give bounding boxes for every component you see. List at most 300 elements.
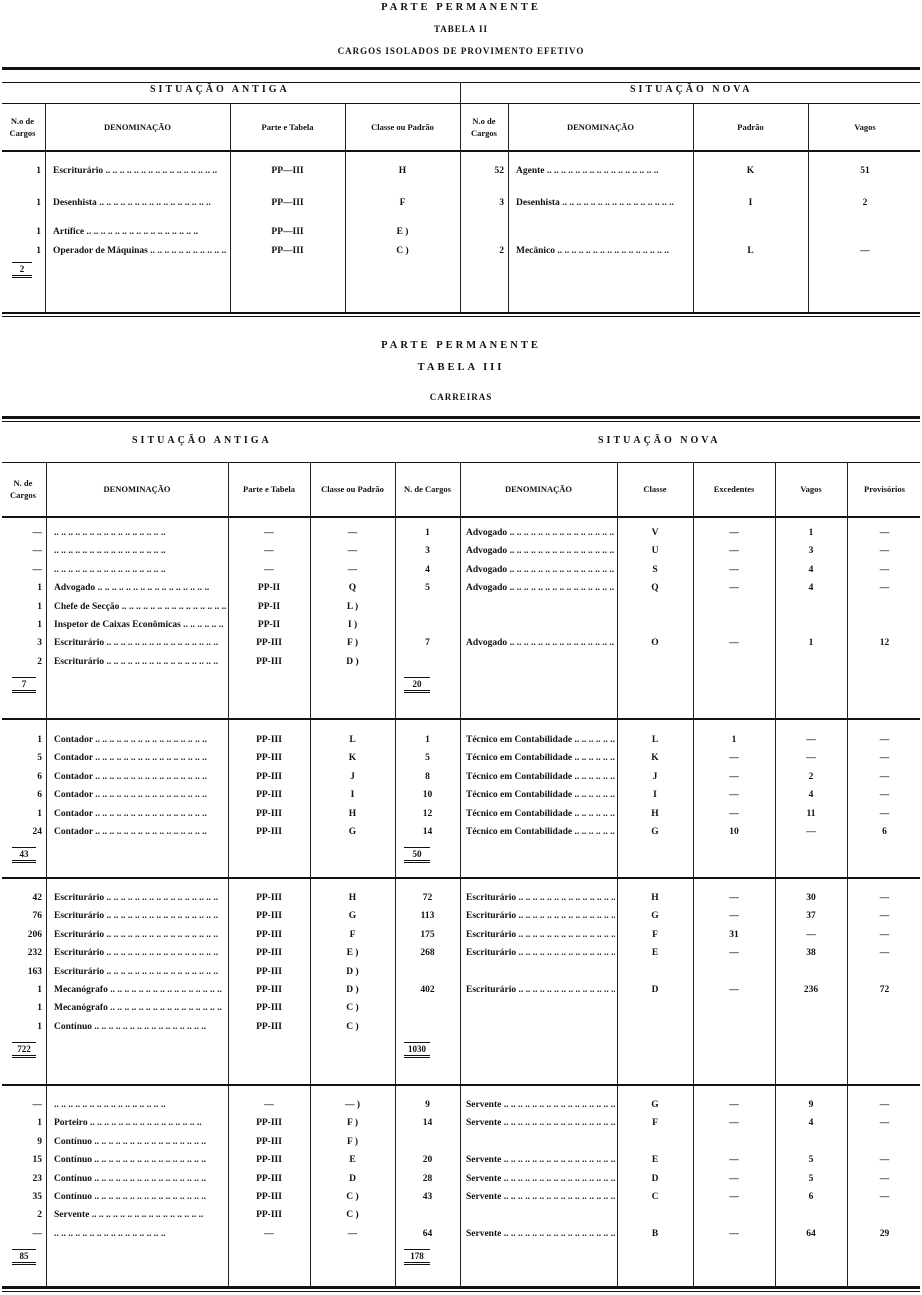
table-cell: 4 (808, 564, 814, 575)
divider-line (2, 150, 920, 152)
table-cell: 3 (808, 546, 814, 557)
table-cell: Contador .. .. (54, 786, 226, 804)
table-cell: 52 (494, 166, 504, 176)
column-header: Classe ou Padrão (321, 484, 384, 494)
table-cell: — (32, 1100, 42, 1110)
table-cell: Advogado .. .. (466, 524, 615, 542)
table-cell: L (349, 735, 356, 745)
table-cell: PP-III (256, 1021, 282, 1032)
table-cell: F (652, 1118, 658, 1129)
table-cell: PP-II (257, 601, 281, 612)
table-cell: PP-III (256, 1210, 282, 1221)
table-cell: Técnico em Contabilidade .. .. (466, 823, 615, 841)
table-cell: — (32, 546, 42, 557)
table-cell: PP-III (256, 753, 282, 764)
table-cell: PP-III (256, 735, 282, 745)
divider-line (2, 1291, 920, 1292)
table-cell: 14 (422, 1118, 433, 1129)
table-cell: F ) (347, 1118, 358, 1129)
column-header: DENOMINAÇÃO (103, 122, 172, 132)
table-cell: Escriturário .. .. (466, 907, 615, 925)
table-cell: 4 (808, 1118, 814, 1129)
table-cell: 64 (806, 1228, 816, 1239)
table-cell: 9 (37, 1136, 42, 1147)
table-cell: 3 (37, 638, 42, 649)
table-cell: J (350, 771, 355, 782)
table-cell: 2 (37, 1210, 42, 1221)
table-cell: 5 (808, 1173, 814, 1184)
table-cell: 1 (808, 528, 814, 538)
table-cell: Escriturário .. .. (466, 889, 615, 907)
column-header: Provisórios (864, 484, 905, 494)
table-cell: PP-III (256, 966, 282, 977)
table-cell: 10 (422, 790, 433, 801)
total-old: 2 (12, 262, 32, 278)
table-cell: K (348, 753, 357, 764)
column-header: N. de Cargos (404, 484, 451, 494)
table-cell: Porteiro .. .. (54, 1114, 226, 1132)
table-cell: 402 (420, 985, 435, 995)
table-cell: — (347, 1228, 358, 1239)
table-cell: 3 (425, 546, 430, 557)
table-cell: PP—III (271, 198, 304, 208)
table-cell: Técnico em Contabilidade .. .. (466, 731, 615, 749)
table-cell: — (879, 1155, 890, 1166)
table-cell: 3 (499, 198, 504, 208)
table-cell: Contínuo .. .. (54, 1188, 226, 1206)
table-cell: PP-III (256, 1173, 282, 1184)
table-cell: — (806, 929, 816, 940)
table-cell: Servente .. .. (466, 1151, 615, 1169)
table-cell: 1 (37, 620, 42, 630)
table-cell: — (729, 1118, 739, 1129)
table-cell: PP-III (256, 893, 282, 903)
table-cell: — (879, 528, 890, 538)
column-header: DENOMINAÇÃO (504, 484, 573, 494)
table-cell: Advogado .. .. (54, 579, 226, 597)
table-cell: 1 (425, 735, 430, 745)
column-header: Vagos (800, 484, 822, 494)
table-cell: — (347, 528, 358, 538)
table-cell: E ) (346, 948, 359, 959)
table-cell: — (879, 753, 890, 764)
table-cell: — (879, 948, 890, 959)
table-cell: — (879, 929, 890, 940)
table-cell: 4 (808, 790, 814, 801)
table-cell: 29 (879, 1228, 890, 1239)
table-cell: Advogado .. .. (466, 634, 615, 652)
column-divider (508, 103, 509, 312)
table-cell: PP-III (256, 1136, 282, 1147)
table-cell: — (729, 1192, 739, 1202)
table-cell: E (651, 948, 659, 959)
table-cell: — (879, 790, 890, 801)
table-cell: D (349, 1173, 356, 1184)
divider-line (2, 421, 920, 422)
total-old: 722 (12, 1042, 36, 1058)
column-header: N.o de Cargos (471, 116, 497, 138)
table-cell: Servente .. .. (466, 1188, 615, 1206)
tabela3-title: CARREIRAS (429, 392, 493, 402)
table-cell: 1 (37, 808, 42, 819)
table-cell: Servente .. .. (54, 1206, 226, 1224)
column-header: Parte e Tabela (243, 484, 295, 494)
table-cell: 175 (420, 929, 435, 940)
column-divider (460, 462, 461, 1286)
column-header: Parte e Tabela (261, 122, 314, 132)
table-cell: Q (348, 583, 357, 594)
table-cell: — (729, 948, 739, 959)
table-cell: PP-III (256, 929, 282, 940)
table-cell: PP-III (256, 1003, 282, 1014)
section-new: SITUAÇÃO NOVA (598, 435, 721, 446)
table-cell: 236 (803, 985, 819, 995)
table-cell: F ) (347, 1136, 358, 1147)
table-cell: 2 (499, 246, 504, 256)
table-cell: — (729, 528, 739, 538)
table-cell: F ) (347, 638, 358, 649)
table-cell: 232 (27, 948, 42, 959)
table-cell: Escriturário .. .. (54, 926, 226, 944)
table-cell: Desenhista .. .. (53, 194, 228, 212)
table-cell: — (32, 528, 42, 538)
table-cell: 4 (425, 564, 430, 575)
table-cell: H (398, 166, 407, 176)
section-new: SITUAÇÃO NOVA (630, 84, 753, 95)
table-cell: Servente .. .. (466, 1096, 615, 1114)
table-cell: — (729, 1173, 739, 1184)
table-cell: 1 (808, 638, 814, 649)
table-cell: 206 (27, 929, 42, 940)
table-cell: G (348, 911, 357, 922)
table-cell: 10 (729, 827, 739, 837)
table-cell: Mecânico .. .. (516, 242, 691, 260)
table-cell: 1 (36, 198, 41, 208)
table-cell: I ) (347, 620, 358, 630)
divider-line (2, 316, 920, 317)
table-cell: 1 (425, 528, 430, 538)
table-cell: Contador .. .. (54, 805, 226, 823)
table-cell: Servente .. .. (466, 1225, 615, 1243)
table-cell: 37 (806, 911, 816, 922)
table-cell: — (729, 1155, 739, 1166)
table-cell (54, 1096, 226, 1114)
table-cell: PP-III (256, 948, 282, 959)
table-cell: Escriturário .. .. (53, 162, 228, 180)
table-cell: Contador .. .. (54, 731, 226, 749)
table-cell: Contador .. .. (54, 749, 226, 767)
table-cell: 6 (37, 790, 42, 801)
table-cell: 5 (808, 1155, 814, 1166)
table-cell: G (651, 911, 659, 922)
table-cell: 15 (32, 1155, 42, 1166)
table-cell: Contador .. .. (54, 768, 226, 786)
table-cell: 5 (425, 753, 430, 764)
divider-line (2, 1286, 920, 1289)
table-cell: 14 (422, 827, 433, 837)
table-cell: 9 (808, 1100, 814, 1110)
table-cell: 2 (37, 656, 42, 667)
table-cell: Inspetor de Caixas Econômicas .. .. (54, 616, 226, 634)
table-cell: — (729, 893, 739, 903)
divider-line (2, 718, 920, 720)
table-cell: G (348, 827, 357, 837)
total-old: 85 (12, 1249, 36, 1265)
table-cell: — (879, 564, 890, 575)
table-cell: — (729, 753, 739, 764)
divider-line (2, 1084, 920, 1086)
table-cell: — (860, 246, 870, 256)
table-cell: 76 (32, 911, 42, 922)
table-cell: Escriturário .. .. (54, 634, 226, 652)
divider-line (2, 416, 920, 419)
table-cell: Escriturário .. .. (54, 653, 226, 671)
table-cell: 1 (37, 1118, 42, 1129)
table-cell: 7 (425, 638, 430, 649)
table-cell: — (879, 1192, 890, 1202)
table-cell: 35 (32, 1192, 42, 1202)
table-cell: 72 (422, 893, 433, 903)
tabela3-heading: PARTE PERMANENTE (381, 340, 541, 351)
table-cell: 42 (32, 893, 42, 903)
table-cell: Escriturário .. .. (466, 926, 615, 944)
table-cell: — (879, 1100, 890, 1110)
table-cell: K (746, 166, 755, 176)
table-cell: — (729, 790, 739, 801)
table-cell: 30 (806, 893, 816, 903)
column-divider (460, 82, 461, 103)
table-cell: 1 (37, 583, 42, 594)
column-header: Classe ou Padrão (371, 122, 434, 132)
table-cell: PP—III (271, 246, 304, 256)
table-cell: — (264, 546, 274, 557)
table-cell: O (651, 638, 659, 649)
section-old: SITUAÇÃO ANTIGA (132, 435, 272, 446)
table-cell: Escriturário .. .. (54, 889, 226, 907)
table-cell: — (32, 1228, 42, 1239)
column-header: N.o de Cargos (9, 116, 36, 138)
table-cell: PP-III (256, 827, 282, 837)
table-cell: Contínuo .. .. (54, 1133, 226, 1151)
total-old: 7 (12, 677, 36, 693)
table-cell: 1 (37, 1003, 42, 1014)
table-cell: 1 (731, 735, 737, 745)
table-cell: PP-III (256, 1192, 282, 1202)
table-cell: Q (651, 583, 659, 594)
table-cell: 23 (32, 1173, 42, 1184)
table-cell: 4 (808, 583, 814, 594)
table-cell: D ) (346, 966, 359, 977)
table-cell: — (347, 564, 358, 575)
table-cell: D (651, 985, 659, 995)
table-cell: Escriturário .. .. (466, 981, 615, 999)
table-cell: I (350, 790, 355, 801)
table-cell: Técnico em Contabilidade .. .. (466, 768, 615, 786)
table-cell: — (729, 1100, 739, 1110)
column-header: DENOMINAÇÃO (566, 122, 635, 132)
table-cell: PP-III (256, 638, 282, 649)
table-cell: Técnico em Contabilidade .. .. (466, 805, 615, 823)
divider-line (2, 82, 920, 83)
total-new: 20 (404, 677, 430, 693)
table-cell: Advogado .. .. (466, 542, 615, 560)
table-cell: G (651, 1100, 659, 1110)
table-cell: D ) (346, 985, 359, 995)
table-cell: B (651, 1228, 659, 1239)
table-cell: Escriturário .. .. (54, 907, 226, 925)
table-cell: V (651, 528, 659, 538)
table-cell: Contador .. .. (54, 823, 226, 841)
table-cell: 31 (729, 929, 739, 940)
table-cell: 1 (36, 166, 41, 176)
table-cell: Contínuo .. .. (54, 1018, 226, 1036)
table-cell: 64 (422, 1228, 433, 1239)
table-cell: F (399, 198, 406, 208)
table-cell: 28 (422, 1173, 433, 1184)
total-new: 50 (404, 847, 430, 863)
table-cell: J (652, 771, 658, 782)
table-cell: — (879, 1118, 890, 1129)
table-cell: — (879, 735, 890, 745)
table-cell: — (806, 753, 816, 764)
table-cell: 1 (36, 246, 41, 256)
divider-line (2, 462, 920, 463)
table-cell: C ) (346, 1210, 359, 1221)
table-cell: 20 (422, 1155, 433, 1166)
table-cell: 12 (879, 638, 890, 649)
table-cell: 5 (425, 583, 430, 594)
divider-line (2, 103, 920, 104)
table-cell: — (729, 985, 739, 995)
table-cell: 1 (37, 601, 42, 612)
table-cell: — (347, 546, 358, 557)
table-cell: I (653, 790, 657, 801)
table-cell: PP—III (271, 227, 304, 237)
table-cell: F (652, 929, 658, 940)
table-cell: L (747, 246, 754, 256)
total-new: 178 (404, 1249, 430, 1265)
table-cell: D ) (346, 656, 359, 667)
table-cell: H (651, 808, 659, 819)
table-cell: — (806, 827, 816, 837)
table-cell: — (729, 638, 739, 649)
table-cell: 1 (37, 985, 42, 995)
table-cell: 43 (422, 1192, 433, 1202)
table-cell: Operador de Máquinas .. .. (53, 242, 228, 260)
tabela2-heading: PARTE PERMANENTE (381, 2, 541, 13)
table-cell: Mecanógrafo .. .. (54, 981, 226, 999)
table-cell: E (349, 1155, 356, 1166)
table-cell (54, 542, 226, 560)
table-cell: 72 (879, 985, 890, 995)
table-cell: — (264, 1228, 274, 1239)
table-cell: 24 (32, 827, 42, 837)
table-cell: PP—III (271, 166, 304, 176)
table-cell: 1 (37, 735, 42, 745)
table-cell: Contínuo .. .. (54, 1170, 226, 1188)
table-cell: — (32, 564, 42, 575)
table-cell: H (651, 893, 659, 903)
divider-line (2, 312, 920, 314)
table-cell: Escriturário .. .. (54, 944, 226, 962)
table-cell: C ) (346, 1003, 359, 1014)
column-header: N. de Cargos (10, 478, 36, 500)
table-cell: PP-III (256, 808, 282, 819)
table-cell: 1 (36, 227, 41, 237)
table-cell: 6 (37, 771, 42, 782)
table-cell: F (349, 929, 356, 940)
table-cell: E ) (396, 227, 409, 237)
column-header: Vagos (854, 122, 876, 132)
table-cell: — (729, 808, 739, 819)
table-cell: 11 (806, 808, 816, 819)
table-cell: 113 (420, 911, 435, 922)
table-cell: 51 (860, 166, 870, 176)
table-cell: 8 (425, 771, 430, 782)
table-cell: Agente .. .. (516, 162, 691, 180)
column-header: Padrão (737, 122, 764, 132)
table-cell: H (348, 808, 357, 819)
table-cell: Técnico em Contabilidade .. .. (466, 749, 615, 767)
table-cell: PP-III (256, 771, 282, 782)
table-cell: PP-II (257, 620, 281, 630)
table-cell: U (651, 546, 659, 557)
table-cell: — (729, 911, 739, 922)
table-cell: 163 (27, 966, 42, 977)
table-cell: — (879, 893, 890, 903)
divider-line (2, 67, 920, 70)
table-cell: — (729, 564, 739, 575)
table-cell: — (879, 583, 890, 594)
table-cell: — (729, 546, 739, 557)
table-cell: — (729, 1228, 739, 1239)
table-cell: Desenhista .. .. (516, 194, 691, 212)
section-old: SITUAÇÃO ANTIGA (150, 84, 290, 95)
table-cell: C ) (396, 246, 409, 256)
table-cell (54, 1225, 226, 1243)
table-cell: Chefe de Secção .. .. (54, 598, 226, 616)
column-header: Classe (643, 484, 667, 494)
table-cell: PP-III (256, 985, 282, 995)
table-cell: Escriturário .. .. (466, 944, 615, 962)
table-cell: L ) (346, 601, 359, 612)
column-divider (46, 462, 47, 1286)
table-cell: — (879, 808, 890, 819)
table-cell: Artífice .. .. (53, 223, 228, 241)
table-cell: 2 (808, 771, 814, 782)
table-cell: 6 (882, 827, 887, 837)
tabela3-subheading: TABELA III (417, 362, 505, 373)
table-cell: — ) (344, 1100, 361, 1110)
table-cell: Escriturário .. .. (54, 963, 226, 981)
table-cell: 6 (808, 1192, 814, 1202)
table-cell: Mecanógrafo .. .. (54, 999, 226, 1017)
table-cell: C (651, 1192, 659, 1202)
table-cell (54, 561, 226, 579)
column-header: DENOMINAÇÃO (103, 484, 171, 494)
table-cell: C ) (346, 1192, 359, 1202)
table-cell: PP-III (256, 1155, 282, 1166)
table-cell: D (651, 1173, 659, 1184)
table-cell (54, 524, 226, 542)
table-cell: C ) (346, 1021, 359, 1032)
table-cell: I (748, 198, 753, 208)
table-cell: H (348, 893, 357, 903)
column-header: Excedentes (713, 484, 755, 494)
table-cell: — (264, 564, 274, 575)
divider-line (2, 516, 920, 518)
table-cell: 12 (422, 808, 433, 819)
